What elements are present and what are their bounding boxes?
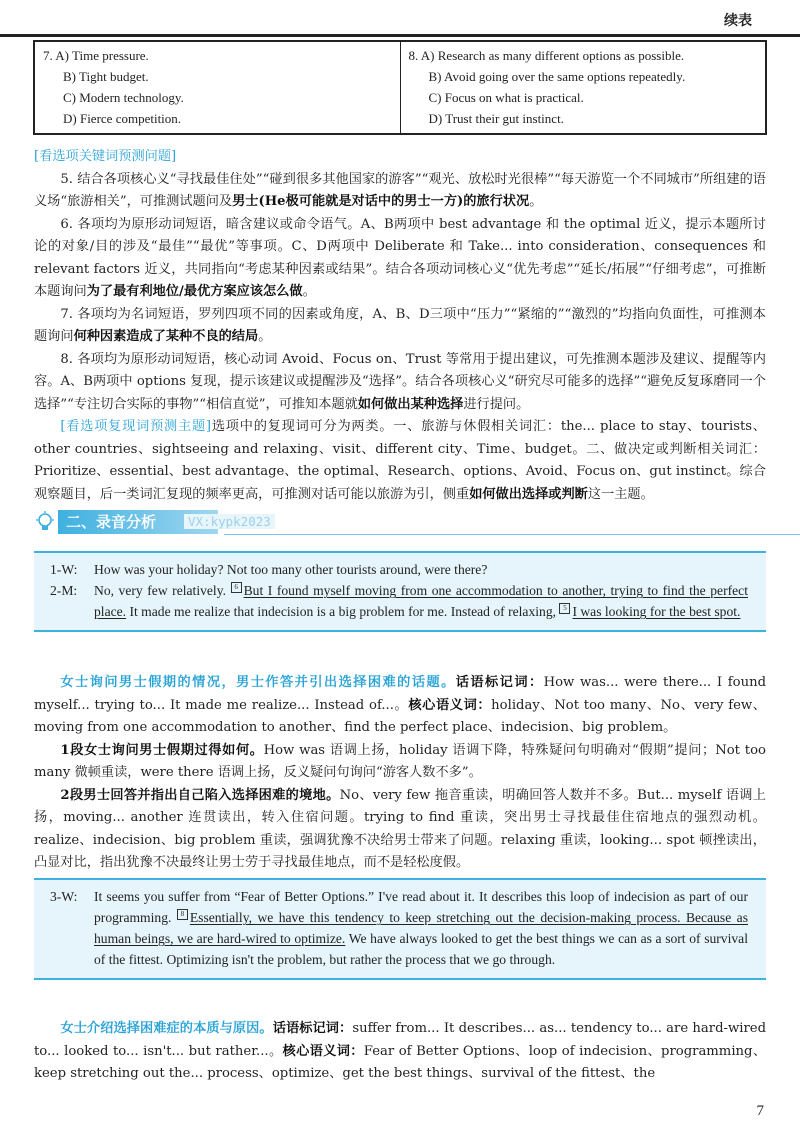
options-table: [33, 40, 767, 135]
turn-text: No, very few relatively. 6 But I found myself moving from one accommodation to another, trying to find the perfect place. It made me realize that indecision is a big problem for me. Instead of relaxing, 5 I was looking for the best spot.: [94, 583, 748, 619]
answer-underline: But I found myself moving from one accommodation to another, trying to find the perfect place.: [94, 583, 748, 619]
q8-option-a: 8. A) Research as many different options as possible.: [408, 48, 685, 63]
answer-marker: 5: [559, 603, 570, 614]
notes-2: [34, 1018, 766, 1086]
turn-2: [50, 580, 748, 622]
speaker-label: 2-M:: [50, 583, 78, 598]
continued-table-label: 续表: [724, 13, 752, 29]
turn-3: [50, 886, 748, 970]
analysis-section: [34, 146, 766, 506]
notes-1: [34, 672, 766, 875]
question-8-options: [400, 41, 766, 134]
answer-underline: I was looking for the best spot.: [572, 604, 741, 619]
speaker-label: 3-W:: [50, 889, 78, 904]
speaker-label: 1-W:: [50, 562, 78, 577]
q7-option-b: B) Tight budget.: [63, 69, 149, 84]
section-title: 二、录音分析: [58, 510, 218, 534]
keyword-heading: [看选项关键词预测问题]: [34, 149, 177, 164]
notes-1-para2: 2段男士回答并指出自己陷入选择困难的境地。No、very few 拖音重读，明确回答人数并不多。But... myself 语调上扬，moving... another 连贯读出，转入住宿问题。trying to find 重读，突出男士寻找最佳住宿地点的强烈动机。realize、indecision、big problem 重读，强调犹豫不决给男士带来了问题。relaxing 重读，looking... spot 顿挫读出，凸显对比，指出犹豫不决最终让男士劳于寻找最佳地点，而不是轻松度假。: [34, 787, 766, 870]
lightbulb-icon: [34, 510, 56, 534]
turn-text: It seems you suffer from “Fear of Better Options.” I've read about it. It describes this loop of indecision as part of our programming. 8 Essentially, we have this tendency to keep stretching out the decision-making process. Because as human beings, we are hard-wired to optimize. We have always looked to get the best things we can as a sort of survival of the fittest. Optimizing isn't the problem, but rather the process that we go through.: [94, 889, 748, 967]
header-rule: [0, 34, 800, 37]
turn-text: How was your holiday? Not too many other tourists around, were there?: [94, 562, 488, 577]
theme-heading: [看选项复现词预测主题]: [60, 419, 212, 434]
analysis-theme: [看选项复现词预测主题]选项中的复现词可分为两类。一、旅游与休假相关词汇：the... place to stay、tourists、other countries、sightseeing and relaxing、visit、different city、Time、budget。二、做决定或判断相关词汇：Prioritize、essential、best advantage、the optimal、Research、options、Avoid、Focus on、gut instinct。综合观察题目，后一类词汇复现的频率更高，可推测对话可能以旅游为引，侧重如何做出选择或判断这一主题。: [34, 419, 766, 502]
q7-option-d: D) Fierce competition.: [63, 111, 182, 126]
answer-marker: 6: [231, 582, 242, 593]
analysis-q7: 7. 各项均为名词短语，罗列四项不同的因素或角度，A、B、D三项中“压力”“紧缩的”“激烈的”均指向负面性，可推测本题询问何种因素造成了某种不良的结局。: [34, 306, 766, 344]
dialogue-box-2: [34, 878, 766, 980]
question-7-options: [34, 41, 400, 134]
q8-option-d: D) Trust their gut instinct.: [428, 111, 564, 126]
notes-1-summary: 女士询问男士假期的情况，男士作答并引出选择困难的话题。话语标记词：How was... were there... I found myself... trying to... It made me realize... Instead of...。核心语义词：holiday、Not too many、No、very few、moving from one accommodation to another、find the perfect place、indecision、big problem。: [34, 675, 767, 735]
answer-marker: 8: [177, 909, 188, 920]
notes-2-summary: 女士介绍选择困难症的本质与原因。话语标记词：suffer from... It describes... as... tendency to... are hard-wired to... looked to... isn't... but rather...。核心语义词：Fear of Better Options、loop of indecision、programming、keep stretching out the... process、optimize、get the best things、survival of the fittest、the: [34, 1021, 767, 1081]
dialogue-box-1: [34, 551, 766, 632]
answer-underline: Essentially, we have this tendency to keep stretching out the decision-making process. Because as human beings, we are hard-wired to optimize.: [94, 910, 748, 946]
notes-1-para1: 1段女士询问男士假期过得如何。How was 语调上扬，holiday 语调下降，特殊疑问句明确对“假期”提问；Not too many 微顿重读，were there 语调上扬，反义疑问句询问“游客人数不多”。: [34, 742, 766, 780]
watermark: VX:kypk2023: [184, 514, 275, 529]
q8-option-b: B) Avoid going over the same options repeatedly.: [428, 69, 686, 84]
turn-1: [50, 559, 748, 580]
analysis-q5: 5. 结合各项核心义“寻找最佳住处”“碰到很多其他国家的游客”“观光、放松时光很棒”“每天游览一个不同城市”所组建的语义场“旅游相关”，可推测试题问及男士(He极可能就是对话中的男士一方)的旅行状况。: [34, 171, 766, 209]
analysis-q8: 8. 各项均为原形动词短语，核心动词 Avoid、Focus on、Trust 等常用于提出建议，可先推测本题涉及建议、提醒等内容。A、B两项中 options 复现，提示该建议或提醒涉及“选择”。结合各项核心义“研究尽可能多的选择”“避免反复琢磨同一个选择”“专注切合实际的事物”“相信直觉”，可推知本题就如何做出某种选择进行提问。: [34, 351, 766, 412]
q8-option-c: C) Focus on what is practical.: [428, 90, 584, 105]
q7-option-c: C) Modern technology.: [63, 90, 184, 105]
page-number: 7: [756, 1103, 764, 1119]
running-header: [0, 4, 800, 32]
q7-option-a: 7. A) Time pressure.: [43, 48, 149, 63]
analysis-q6: 6. 各项均为原形动词短语，暗含建议或命令语气。A、B两项中 best advantage 和 the optimal 近义，提示本题所讨论的对象/目的涉及“最佳”“最优”等事项。C、D两项中 Deliberate 和 Take... into consideration、consequences 和 relevant factors 近义，共同指向“考虑某种因素或结果”。结合各项动词核心义“优先考虑”“延长/拓展”“仔细考虑”，可推断本题询问为了最有利地位/最优方案应该怎么做。: [34, 216, 766, 299]
section-rule: [224, 534, 800, 535]
